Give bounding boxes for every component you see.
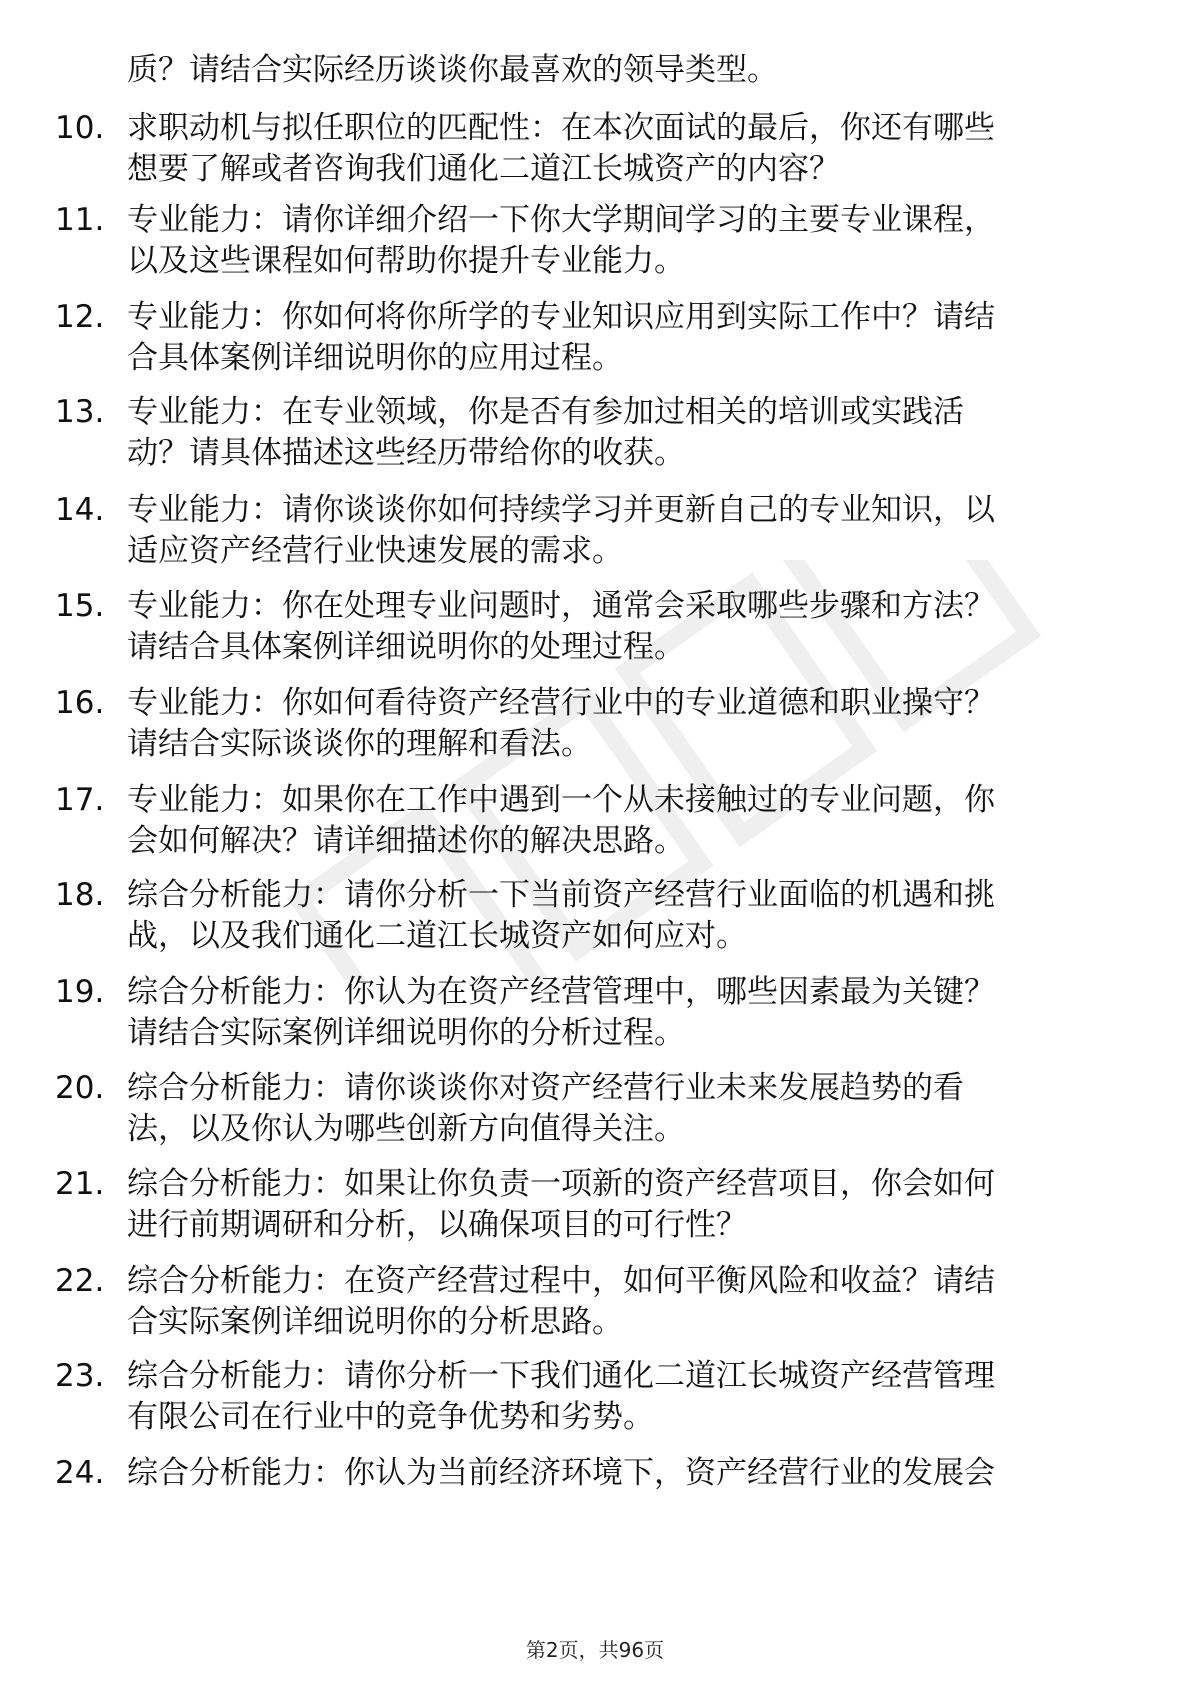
item-text-line-1: 综合分析能力：如果让你负责一项新的资产经营项目，你会如何 — [127, 1166, 995, 1202]
item-number: 10. — [55, 110, 105, 146]
item-text-line-2: 请结合实际谈谈你的理解和看法。 — [127, 726, 592, 762]
item-number: 13. — [55, 394, 105, 430]
item-number: 18. — [55, 877, 105, 913]
item-text-line-1: 专业能力：你在处理专业问题时，通常会采取哪些步骤和方法？ — [127, 588, 995, 624]
item-text-line-1: 综合分析能力：请你谈谈你对资产经营行业未来发展趋势的看 — [127, 1070, 964, 1106]
item-number: 19. — [55, 974, 105, 1010]
item-number: 20. — [55, 1070, 105, 1106]
item-number: 23. — [55, 1358, 105, 1394]
item-number: 22. — [55, 1263, 105, 1299]
item-text-line-1: 综合分析能力：你认为当前经济环境下，资产经营行业的发展会 — [127, 1455, 995, 1491]
item-number: 15. — [55, 588, 105, 624]
page-footer: 第2页，共96页 — [525, 1638, 665, 1662]
item-number: 14. — [55, 492, 105, 528]
continuation-text: 质？请结合实际经历谈谈你最喜欢的领导类型。 — [127, 52, 778, 88]
item-text-line-2: 适应资产经营行业快速发展的需求。 — [127, 533, 623, 569]
item-text-line-2: 动？请具体描述这些经历带给你的收获。 — [127, 435, 685, 471]
item-text-line-1: 综合分析能力：请你分析一下我们通化二道江长城资产经营管理 — [127, 1358, 995, 1394]
item-text-line-1: 综合分析能力：请你分析一下当前资产经营行业面临的机遇和挑 — [127, 877, 995, 913]
item-text-line-2: 有限公司在行业中的竞争优势和劣势。 — [127, 1399, 654, 1435]
item-number: 16. — [55, 685, 105, 721]
item-number: 17. — [55, 782, 105, 818]
item-number: 11. — [55, 202, 105, 238]
item-text-line-1: 综合分析能力：在资产经营过程中，如何平衡风险和收益？请结 — [127, 1263, 995, 1299]
item-text-line-2: 法，以及你认为哪些创新方向值得关注。 — [127, 1111, 685, 1147]
item-text-line-1: 专业能力：请你谈谈你如何持续学习并更新自己的专业知识，以 — [127, 492, 995, 528]
item-text-line-2: 合具体案例详细说明你的应用过程。 — [127, 340, 623, 376]
item-text-line-1: 专业能力：在专业领域，你是否有参加过相关的培训或实践活 — [127, 394, 964, 430]
item-text-line-2: 战，以及我们通化二道江长城资产如何应对。 — [127, 918, 747, 954]
item-text-line-1: 专业能力：如果你在工作中遇到一个从未接触过的专业问题，你 — [127, 782, 995, 818]
item-text-line-2: 请结合实际案例详细说明你的分析过程。 — [127, 1015, 685, 1051]
item-text-line-2: 想要了解或者咨询我们通化二道江长城资产的内容？ — [127, 151, 840, 187]
item-text-line-1: 专业能力：你如何看待资产经营行业中的专业道德和职业操守？ — [127, 685, 995, 721]
item-text-line-1: 专业能力：请你详细介绍一下你大学期间学习的主要专业课程， — [127, 202, 995, 238]
item-number: 24. — [55, 1455, 105, 1491]
item-number: 12. — [55, 299, 105, 335]
item-text-line-1: 专业能力：你如何将你所学的专业知识应用到实际工作中？请结 — [127, 299, 995, 335]
item-text-line-2: 进行前期调研和分析，以确保项目的可行性？ — [127, 1207, 747, 1243]
item-text-line-2: 会如何解决？请详细描述你的解决思路。 — [127, 823, 685, 859]
item-number: 21. — [55, 1166, 105, 1202]
item-text-line-1: 求职动机与拟任职位的匹配性：在本次面试的最后，你还有哪些 — [127, 110, 995, 146]
item-text-line-2: 以及这些课程如何帮助你提升专业能力。 — [127, 243, 685, 279]
item-text-line-1: 综合分析能力：你认为在资产经营管理中，哪些因素最为关键？ — [127, 974, 995, 1010]
item-text-line-2: 请结合具体案例详细说明你的处理过程。 — [127, 629, 685, 665]
item-text-line-2: 合实际案例详细说明你的分析思路。 — [127, 1304, 623, 1340]
